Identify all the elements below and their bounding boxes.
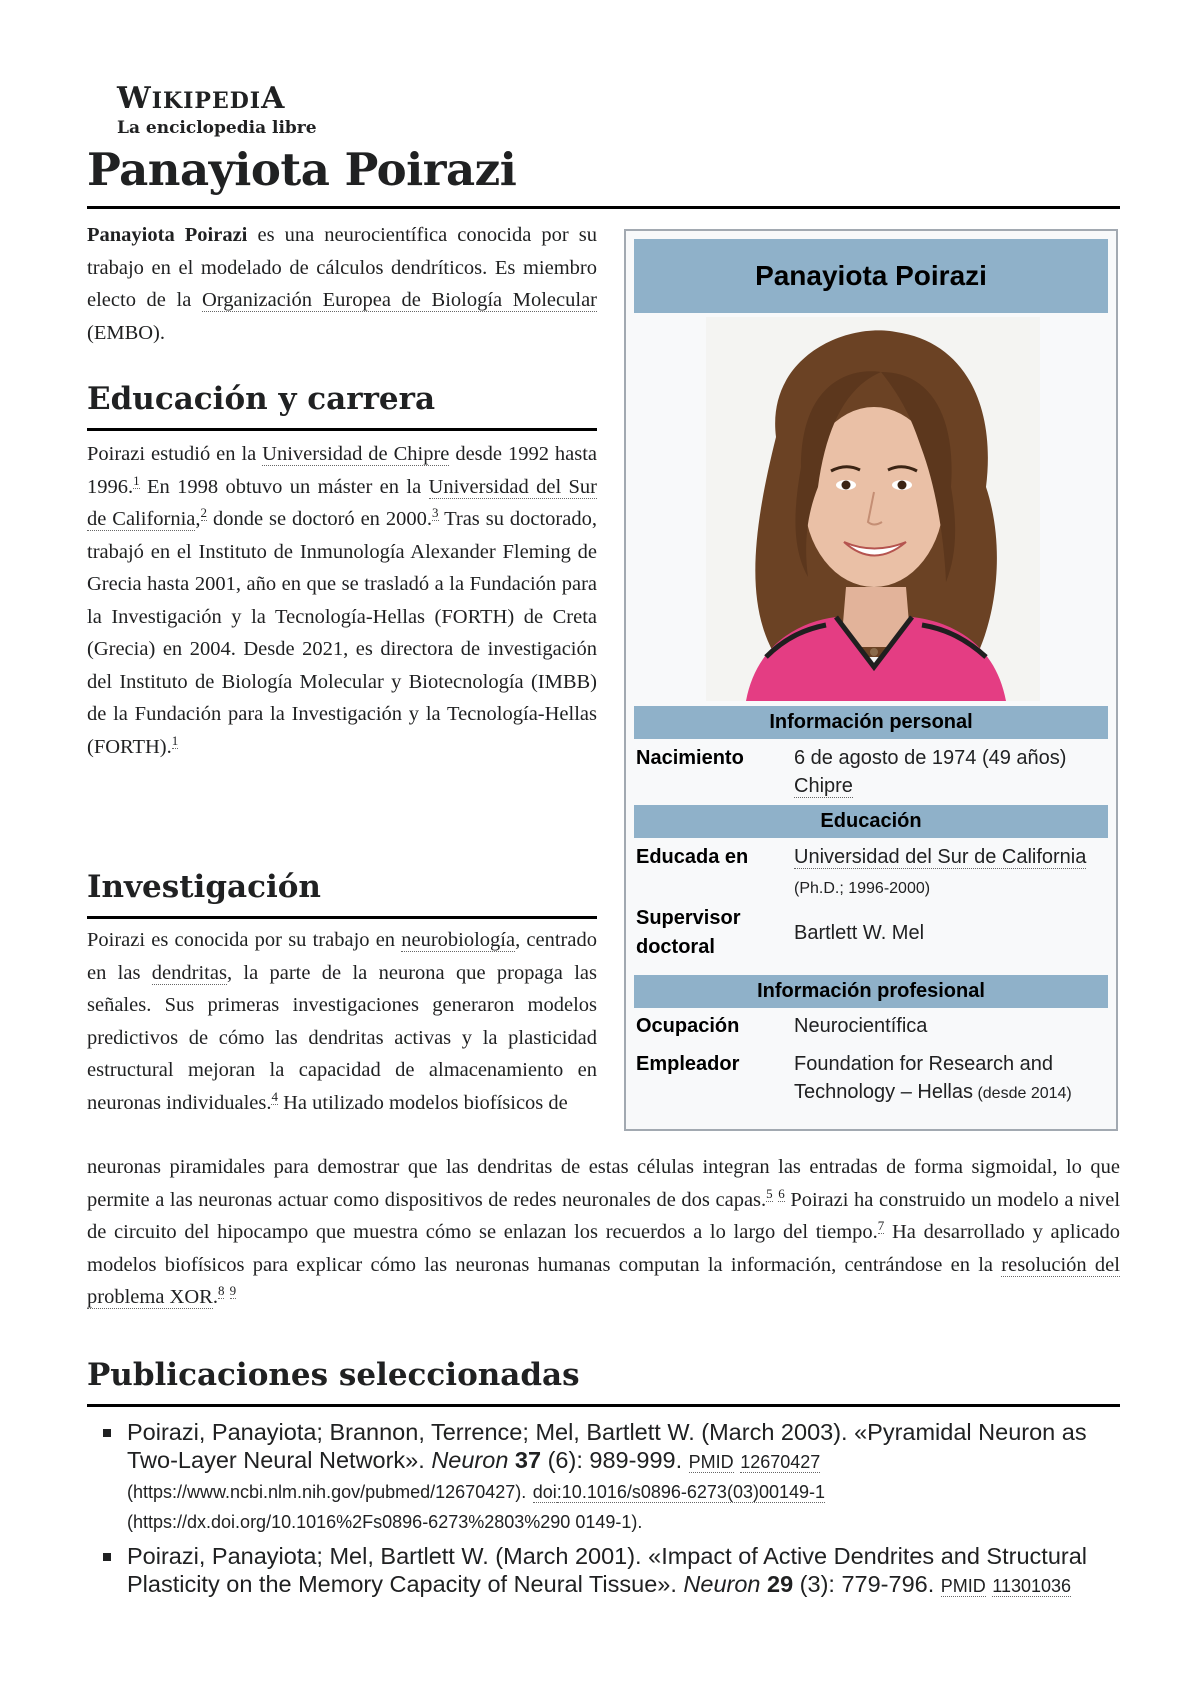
infobox [624, 229, 1118, 1131]
link-xor-problem[interactable]: resolución del problema XOR [87, 1253, 1120, 1308]
ref-8[interactable]: 8 [217, 1283, 225, 1299]
birth-label: Nacimiento [636, 747, 744, 769]
heading-divider [87, 428, 597, 431]
intro-paragraph: Panayiota Poirazi es una neurocientífica conocida por su trabajo en el modelado de cálculos dendríticos. Es miembro electo de la Organización Europea de Biología Molecular (EMBO). [87, 224, 597, 344]
publications-list [87, 1418, 1120, 1606]
portrait-photo[interactable] [706, 317, 1040, 701]
employer-value: Foundation for Research and Technology – Hellas (desde 2014) [794, 1053, 1072, 1103]
ref-2[interactable]: 2 [200, 505, 208, 521]
heading-education: Educación y carrera [87, 381, 436, 417]
link-usc-infobox[interactable]: Universidad del Sur de California [794, 846, 1087, 868]
pmid-link[interactable]: PMID [688, 1452, 734, 1472]
pmid-number-link[interactable]: 11301036 [992, 1576, 1072, 1596]
occupation-label: Ocupación [636, 1015, 740, 1037]
intro-name: Panayiota Poirazi [87, 224, 248, 246]
ref-9[interactable]: 9 [229, 1283, 237, 1299]
education-paragraph: Poirazi estudió en la Universidad de Chipre desde 1992 hasta 1996.$^1$ En 1998 obtuvo un máster en la Universidad del Sur de California,$^2$ donde se doctoró en 2000.$^3$ Tras su doctorado, trabajó en el Instituto de Inmunología Alexander Fleming de Grecia hasta 2001, año en que se trasladó a la Fundación para la Investigación y la Tecnología-Hellas (FORTH) de Creta (Grecia) en 2004. Desde 2021, es directora de investigación del Instituto de Biología Molecular y Biotecnología (IMBB) de la Fundación para la Investigación y la Tecnología-Hellas (FORTH).$^1$ [87, 443, 597, 758]
pmid-link[interactable]: PMID [940, 1576, 986, 1596]
link-cyprus[interactable]: Chipre [794, 775, 853, 797]
logo-tagline: La enciclopedia libre [117, 118, 317, 138]
educated-value: Universidad del Sur de California (Ph.D.; 1996-2000) [794, 846, 1087, 897]
wikipedia-logo[interactable] [117, 81, 317, 138]
infobox-title: Panayiota Poirazi [634, 239, 1108, 313]
title-divider [87, 206, 1120, 209]
infobox-section-personal: Información personal [634, 706, 1108, 739]
ref-1[interactable]: 1 [133, 472, 140, 488]
occupation-value: Neurocientífica [794, 1015, 928, 1037]
link-embo[interactable]: Organización Europea de Biología Molecular [201, 289, 597, 311]
infobox-section-professional: Información profesional [634, 975, 1108, 1008]
heading-divider [87, 916, 597, 919]
doi-value-link[interactable]: :10.1016/s0896-6273(03)00149-1 [556, 1482, 826, 1502]
portrait-illustration [706, 317, 1040, 701]
infobox-section-education: Educación [634, 805, 1108, 838]
publication-item: Poirazi, Panayiota; Mel, Bartlett W. (March 2001). «Impact of Active Dendrites and Structural Plasticity on the Memory Capacity of Neural Tissue». Neuron 29 (3): 779-796. PMID 11301036 [87, 1542, 1120, 1600]
educated-label: Educada en [636, 846, 749, 868]
heading-research: Investigación [87, 869, 321, 905]
supervisor-label: Supervisor doctoral [636, 907, 741, 958]
ref-6[interactable]: 6 [778, 1185, 785, 1201]
pmid-number-link[interactable]: 12670427 [740, 1452, 821, 1472]
doi-link[interactable]: doi [532, 1482, 557, 1502]
supervisor-value: Bartlett W. Mel [794, 922, 925, 944]
logo-wordmark: WIKIPEDIA [117, 81, 286, 116]
ref-3[interactable]: 3 [432, 505, 439, 521]
link-dendrites[interactable]: dendritas [151, 961, 227, 984]
research-paragraph: Poirazi es conocida por su trabajo en neurobiología, centrado en las dendritas, la parte de la neurona que propaga las señales. Sus primeras investigaciones generaron modelos predictivos de cómo las dendritas activas y la plasticidad estructural mejoran la capacidad de almacenamiento en neuronas individuales.$^4$ Ha utilizado modelos biofísicos de [87, 929, 598, 1114]
employer-label: Empleador [636, 1053, 740, 1075]
heading-publications: Publicaciones seleccionadas [87, 1357, 580, 1393]
link-neurobiology[interactable]: neurobiología [401, 929, 516, 951]
birth-value: 6 de agosto de 1974 (49 años) Chipre [794, 747, 1067, 797]
research-paragraph-continued: neuronas piramidales para demostrar que las dendritas de estas células integran las entradas de forma sigmoidal, lo que permite a las neuronas actuar como dispositivos de redes neuronales de dos capas.$^5$ $^6$ Poirazi ha construido un modelo a nivel de circuito del hipocampo que muestra cómo se enlazan los recuerdos a lo largo del tiempo.$^7$ Ha desarrollado y aplicado modelos biofísicos para explicar cómo las neuronas humanas computan la información, centrándose en la resolución del problema XOR.$^8$ $^9$ [87, 1156, 1121, 1308]
page-title: Panayiota Poirazi [87, 143, 517, 196]
ref-4[interactable]: 4 [271, 1088, 278, 1104]
link-university-cyprus[interactable]: Universidad de Chipre [262, 443, 450, 465]
heading-divider [87, 1404, 1120, 1407]
ref-5[interactable]: 5 [766, 1185, 773, 1201]
publication-item: Poirazi, Panayiota; Brannon, Terrence; Mel, Bartlett W. (March 2003). «Pyramidal Neuron as Two-Layer Neural Network». Neuron 37 (6): 989-999. PMID 12670427 (https://www.ncbi.nlm.nih.gov/pubmed/12670427). doi:10.1016/s0896-6273(03)00149-1 (https://dx.doi.org/10.1016%2Fs0896-6273%2803%290 0149-1). [87, 1418, 1120, 1536]
ref-1b[interactable]: 1 [171, 732, 179, 748]
link-usc[interactable]: Universidad del Sur de California [87, 475, 597, 530]
ref-7[interactable]: 7 [877, 1218, 885, 1234]
